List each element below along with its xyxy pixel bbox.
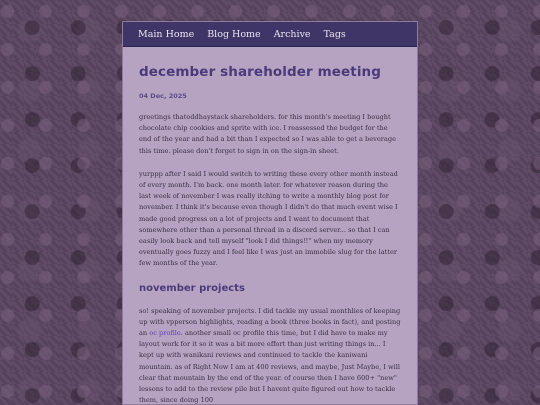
- paragraph-projects: [139, 306, 401, 405]
- top-nav: [123, 22, 417, 47]
- post-date: 04 Dec, 2025: [139, 92, 187, 100]
- blog-page: [122, 21, 418, 405]
- nav-main-home[interactable]: Main Home: [138, 28, 195, 40]
- nav-archive[interactable]: Archive: [273, 28, 311, 40]
- paragraph-projects-start: so! speaking of november projects. I did tackle my usual monthlies of keeping up with vpperson highlights, reading a book (three books in fact), and posting an: [139, 306, 401, 338]
- paragraph-monthly: yurppp after I said I would switch to writing these every other month instead of every month. I'm back. one month later. for whatever reason during the last week of november I was really itching to write a monthly blog post for november. I think it's because even though I didn't do that much event wise I made good progress on a lot of projects and I want to document that somewhere other than a personal thread in a discord server... so that I can easily look back and tell myself "look I did things!!" when my memory eventually goes fuzzy and I feel like I was just an immobile slug for the latter few months of the year.: [139, 169, 398, 268]
- post-title: december shareholder meeting: [139, 64, 382, 80]
- paragraph-intro: greetings thatoddhaystack shareholders. for this month's meeting I bought chocolate chip cookies and sprite with ice. I reassessed the budget for the end of the year and had a bit than I expected so I was able to get a beverage this time. please don't forget to sign in on the sign-in sheet.: [139, 113, 396, 155]
- nav-blog-home[interactable]: Blog Home: [207, 28, 261, 40]
- paragraph-projects-end: . another small oc profile this time, but I did have to make my layout work for it so it was a bit more effort than just writing things in... I kept up with wanikani reviews and continued to tackle the kaniwani mountain. as of Right Now I am at 400 reviews, and maybe, Just Maybe, I will clear that mountain by the end of the year. of course then I have 600+ "new" lessons to add to the review pile but I havent quite figured out how to tackle them, since doing 100: [139, 329, 401, 405]
- oc-profile-link[interactable]: oc profile: [149, 329, 181, 338]
- section-heading: november projects: [139, 282, 245, 294]
- nav-tags[interactable]: Tags: [323, 28, 346, 40]
- post-content: [123, 64, 417, 405]
